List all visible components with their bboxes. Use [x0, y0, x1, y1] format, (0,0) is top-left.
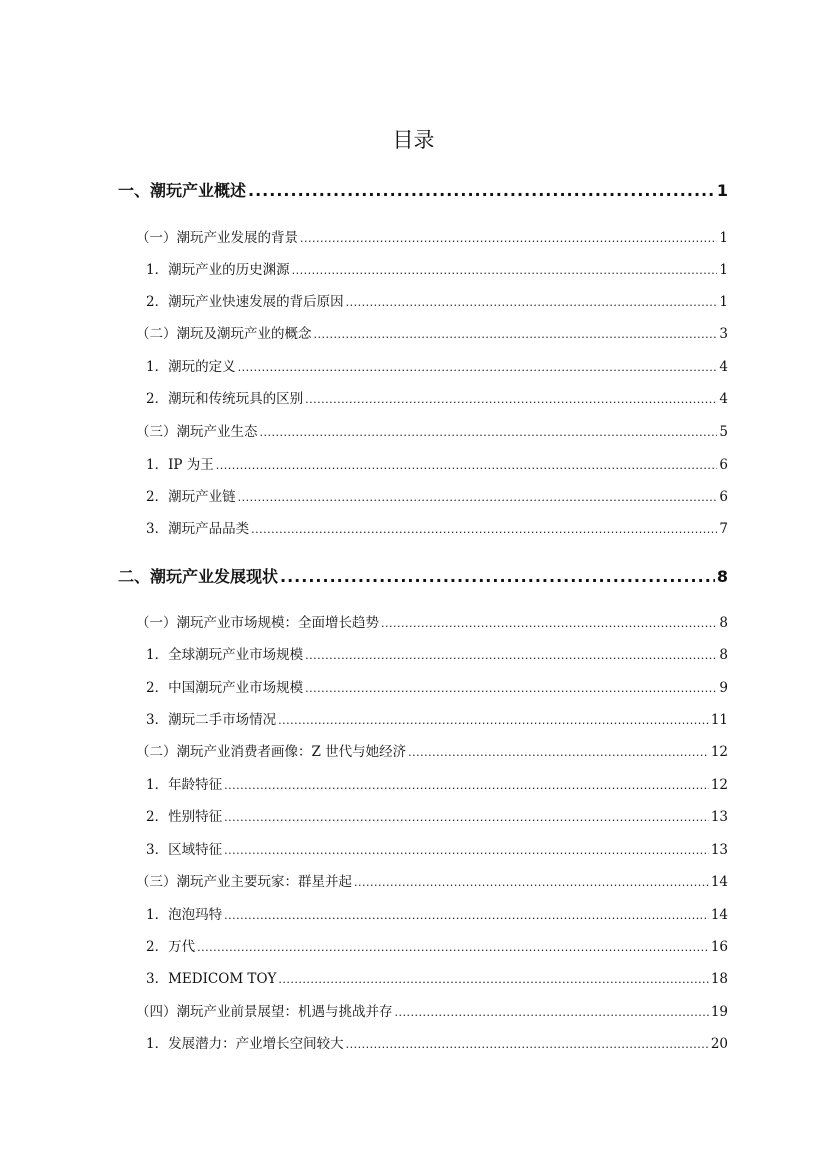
toc-entry[interactable]	[146, 260, 728, 281]
toc-entry-page-number: 12	[710, 777, 728, 793]
toc-entry[interactable]	[146, 937, 728, 958]
toc-entry-page-number: 16	[710, 939, 728, 955]
toc-entry[interactable]	[136, 742, 728, 763]
toc-entry[interactable]	[118, 180, 728, 202]
toc-entry[interactable]	[146, 487, 728, 508]
toc-dot-leader	[305, 679, 717, 699]
toc-entry-page-number: 8	[716, 567, 728, 586]
toc-entry-title: 1．潮玩产业的历史渊源	[146, 262, 290, 278]
toc-entry-page-number: 8	[719, 615, 728, 631]
toc-entry-page-number: 4	[719, 391, 728, 407]
toc-entry[interactable]	[146, 905, 728, 926]
toc-entry-title: （一）潮玩产业市场规模：全面增长趋势	[136, 615, 379, 631]
toc-entry[interactable]	[146, 519, 728, 540]
toc-entry-page-number: 13	[710, 809, 728, 825]
toc-entry-page-number: 7	[719, 521, 728, 537]
toc-entry[interactable]	[146, 645, 728, 666]
toc-entry-title: 1．年龄特征	[146, 777, 223, 793]
table-of-contents	[118, 0, 728, 1169]
toc-entry-page-number: 14	[710, 874, 728, 890]
toc-entry-page-number: 1	[719, 230, 728, 246]
toc-entry-title: （二）潮玩产业消费者画像：Z 世代与她经济	[136, 744, 407, 760]
toc-entry-page-number: 9	[719, 680, 728, 696]
toc-entry[interactable]	[146, 455, 728, 476]
toc-entry-title: 1．IP 为王	[146, 457, 214, 473]
toc-dot-leader	[197, 938, 709, 958]
toc-dot-leader	[346, 293, 718, 313]
toc-entry[interactable]	[146, 1034, 728, 1055]
toc-dot-leader	[224, 906, 709, 926]
toc-entry-title: 3．MEDICOM TOY	[146, 971, 277, 987]
toc-dot-leader	[278, 711, 709, 731]
toc-entry-title: 1．全球潮玩产业市场规模	[146, 647, 304, 663]
toc-dot-leader	[224, 776, 709, 796]
toc-entry-page-number: 4	[719, 359, 728, 375]
toc-entry[interactable]	[146, 710, 728, 731]
toc-entry[interactable]	[136, 872, 728, 893]
toc-dot-leader	[346, 1035, 709, 1055]
toc-dot-leader	[238, 488, 718, 508]
toc-dot-leader	[314, 325, 718, 345]
toc-entry-title: 3．潮玩产品品类	[146, 521, 250, 537]
toc-entry[interactable]	[136, 1002, 728, 1023]
toc-dot-leader	[280, 566, 715, 588]
toc-entry-title: 1．发展潜力：产业增长空间较大	[146, 1036, 344, 1052]
toc-dot-leader	[408, 743, 709, 763]
toc-entry-page-number: 14	[710, 907, 728, 923]
toc-entry-title: 一、潮玩产业概述	[118, 181, 247, 200]
toc-entry[interactable]	[146, 775, 728, 796]
toc-entry-title: 2．中国潮玩产业市场规模	[146, 680, 304, 696]
toc-entry[interactable]	[146, 840, 728, 861]
toc-dot-leader	[300, 229, 717, 249]
toc-dot-leader	[224, 841, 709, 861]
toc-entry[interactable]	[146, 357, 728, 378]
toc-entry-page-number: 1	[719, 294, 728, 310]
toc-entry-page-number: 1	[716, 181, 728, 200]
toc-entry[interactable]	[146, 807, 728, 828]
toc-entry-title: 1．泡泡玛特	[146, 907, 223, 923]
toc-entry-page-number: 3	[719, 326, 728, 342]
toc-entry-title: （三）潮玩产业主要玩家：群星并起	[136, 874, 352, 890]
toc-dot-leader	[381, 614, 717, 634]
toc-dot-leader	[305, 390, 717, 410]
toc-dot-leader	[248, 180, 715, 202]
toc-entry-title: 2．潮玩产业链	[146, 489, 236, 505]
toc-dot-leader	[238, 358, 718, 378]
toc-entry[interactable]	[146, 678, 728, 699]
toc-entry-page-number: 20	[710, 1036, 728, 1052]
toc-dot-leader	[292, 261, 718, 281]
toc-entry-title: 二、潮玩产业发展现状	[118, 567, 279, 586]
toc-entry-title: 3．区域特征	[146, 842, 223, 858]
toc-entry-page-number: 5	[719, 424, 728, 440]
toc-entry-page-number: 6	[719, 457, 728, 473]
toc-dot-leader	[251, 520, 717, 540]
toc-entry-title: 2．万代	[146, 939, 196, 955]
toc-dot-leader	[216, 456, 718, 476]
toc-entry[interactable]	[136, 613, 728, 634]
toc-entry[interactable]	[146, 969, 728, 990]
toc-entry-page-number: 8	[719, 647, 728, 663]
toc-entry[interactable]	[136, 324, 728, 345]
toc-dot-leader	[395, 1003, 709, 1023]
toc-entry-title: （一）潮玩产业发展的背景	[136, 230, 298, 246]
toc-dot-leader	[354, 873, 709, 893]
toc-entry-title: 3．潮玩二手市场情况	[146, 712, 277, 728]
toc-dot-leader	[224, 808, 709, 828]
page-title: 目录	[392, 128, 435, 152]
toc-entry[interactable]	[146, 292, 728, 313]
toc-entry-title: （四）潮玩产业前景展望：机遇与挑战并存	[136, 1004, 393, 1020]
toc-entry-title: 1．潮玩的定义	[146, 359, 236, 375]
toc-entry-title: 2．潮玩产业快速发展的背后原因	[146, 294, 344, 310]
toc-entry-page-number: 1	[719, 262, 728, 278]
toc-entry-page-number: 13	[710, 842, 728, 858]
toc-entry-page-number: 6	[719, 489, 728, 505]
toc-entry[interactable]	[136, 228, 728, 249]
toc-entry-title: 2．潮玩和传统玩具的区别	[146, 391, 304, 407]
toc-entry-page-number: 19	[710, 1004, 728, 1020]
toc-entry-page-number: 11	[710, 712, 728, 728]
toc-dot-leader	[278, 970, 708, 990]
toc-dot-leader	[260, 423, 718, 443]
toc-entry-page-number: 18	[710, 971, 728, 987]
toc-entry-page-number: 12	[710, 744, 728, 760]
toc-entry[interactable]	[146, 389, 728, 410]
toc-entry[interactable]	[118, 566, 728, 588]
toc-dot-leader	[305, 646, 717, 666]
toc-entry-title: （三）潮玩产业生态	[136, 424, 258, 440]
toc-entry[interactable]	[136, 422, 728, 443]
toc-entry-title: （二）潮玩及潮玩产业的概念	[136, 326, 312, 342]
toc-entry-title: 2．性别特征	[146, 809, 223, 825]
